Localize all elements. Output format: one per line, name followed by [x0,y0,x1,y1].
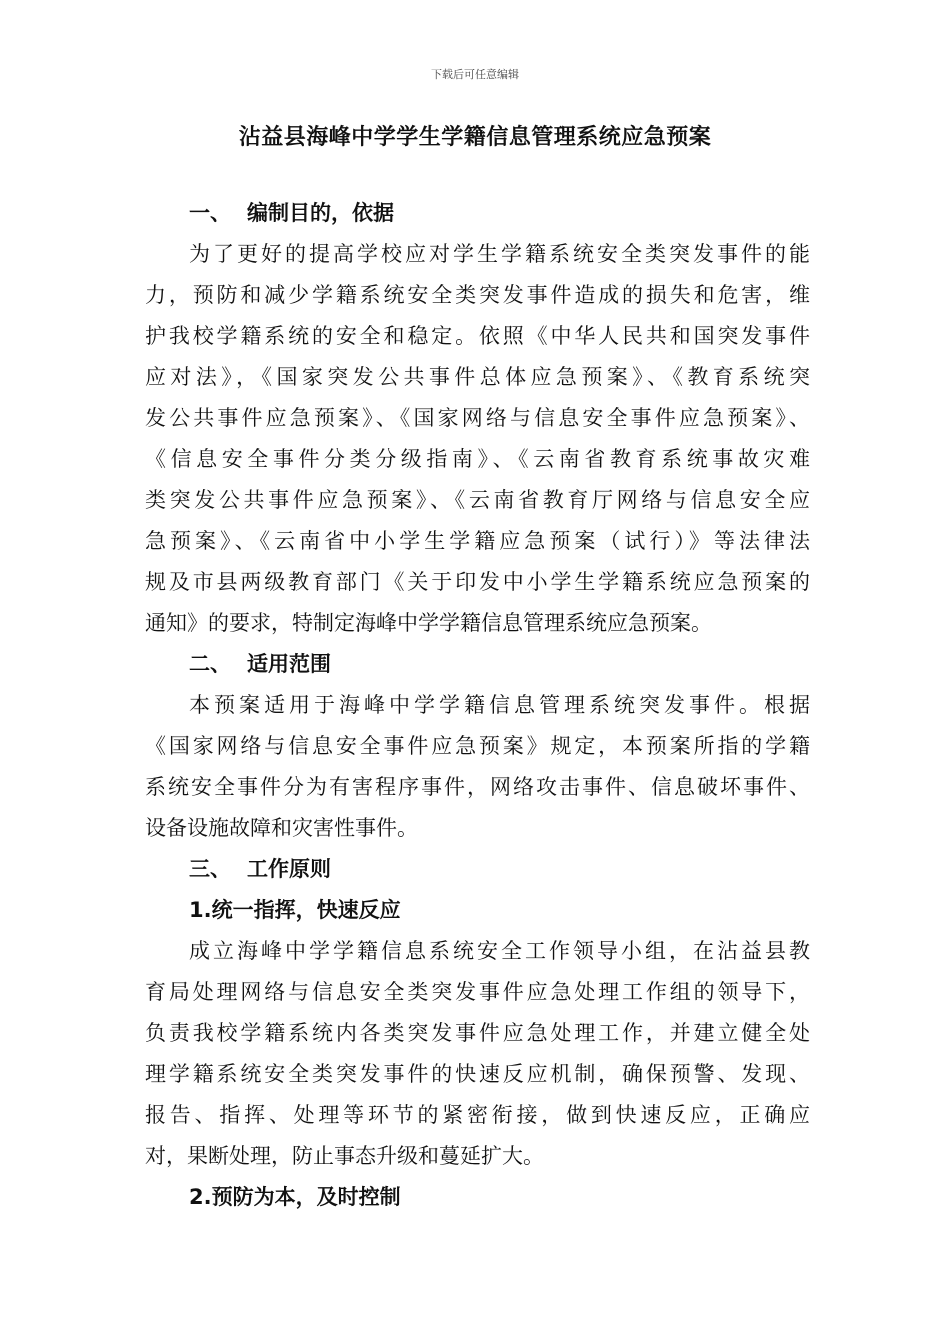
section-number: 二、 [189,652,231,676]
paragraph-line: 急预案》、《云南省中小学生学籍应急预案（试行）》等法律法 [145,529,810,553]
section-heading-1 [145,193,810,234]
paragraph-line: 设备设施故障和灾害性事件。 [145,816,418,840]
paragraph-line: 为了更好的提高学校应对学生学籍系统安全类突发事件的能 [189,242,810,266]
paragraph-line: 对，果断处理，防止事态升级和蔓延扩大。 [145,1144,544,1168]
watermark: 下载后可任意编辑 [431,68,519,81]
document-title: 沾益县海峰中学学生学籍信息管理系统应急预案 [238,125,712,150]
section-title: 工作原则 [247,857,331,881]
section-title: 编制目的，依据 [247,201,394,225]
section-title: 适用范围 [247,652,331,676]
subsection-heading-1: 1.统一指挥，快速反应 [189,898,401,922]
subsection-heading-2: 2.预防为本，及时控制 [189,1185,401,1209]
section-heading-2 [145,644,810,685]
section-number: 一、 [189,201,231,225]
paragraph-line: 成立海峰中学学籍信息系统安全工作领导小组，在沾益县教 [189,939,810,963]
paragraph-line: 力，预防和减少学籍系统安全类突发事件造成的损失和危害，维 [145,283,810,307]
paragraph-line: 护我校学籍系统的安全和稳定。依照《中华人民共和国突发事件 [145,324,810,348]
document-body [145,193,810,1218]
paragraph-line: 育局处理网络与信息安全类突发事件应急处理工作组的领导下， [145,980,810,1004]
section-number: 三、 [189,857,231,881]
paragraph-line: 负责我校学籍系统内各类突发事件应急处理工作，并建立健全处 [145,1021,810,1045]
paragraph-line: 应对法》，《国家突发公共事件总体应急预案》、《教育系统突 [145,365,810,389]
paragraph-line: 规及市县两级教育部门《关于印发中小学生学籍系统应急预案的 [145,570,810,594]
section-heading-3 [145,849,810,890]
paragraph-line: 本预案适用于海峰中学学籍信息管理系统突发事件。根据 [189,693,810,717]
paragraph-line: 《国家网络与信息安全事件应急预案》规定，本预案所指的学籍 [145,734,810,758]
paragraph-line: 报告、指挥、处理等环节的紧密衔接，做到快速反应，正确应 [145,1103,810,1127]
paragraph-line: 《信息安全事件分类分级指南》、《云南省教育系统事故灾难 [145,447,810,471]
paragraph-line: 通知》的要求，特制定海峰中学学籍信息管理系统应急预案。 [145,611,712,635]
paragraph-line: 类突发公共事件应急预案》、《云南省教育厅网络与信息安全应 [145,488,810,512]
paragraph-line: 发公共事件应急预案》、《国家网络与信息安全事件应急预案》、 [145,406,810,430]
paragraph-line: 理学籍系统安全类突发事件的快速反应机制，确保预警、发现、 [145,1062,810,1086]
paragraph-line: 系统安全事件分为有害程序事件，网络攻击事件、信息破坏事件、 [145,775,810,799]
